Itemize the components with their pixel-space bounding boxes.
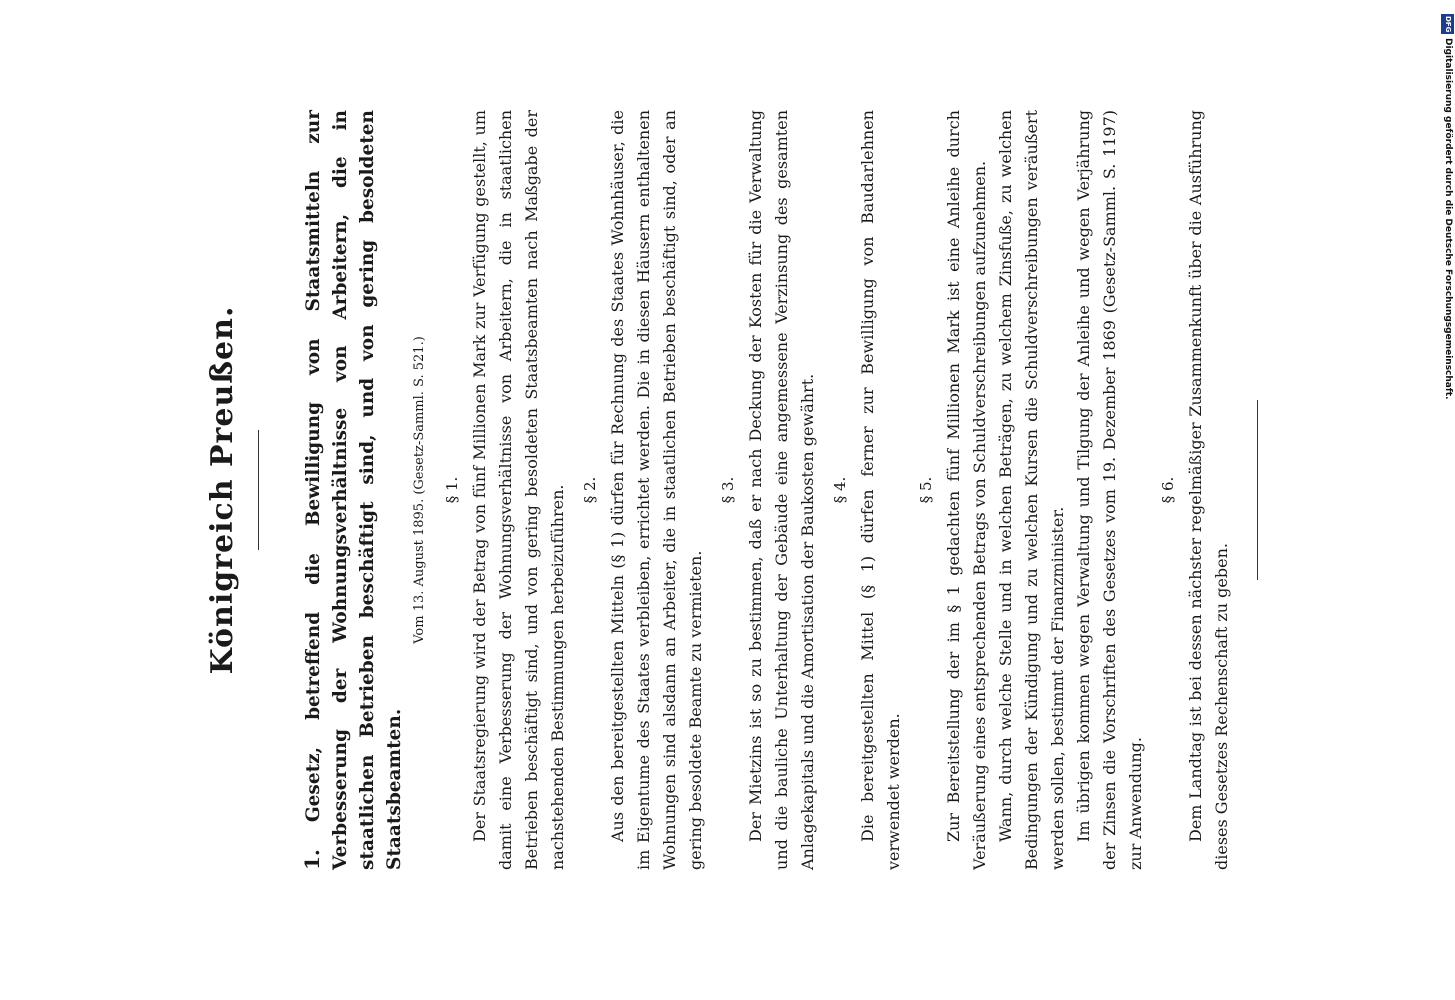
page-content (205, 110, 1258, 870)
section-6 (1159, 110, 1235, 870)
section-3 (719, 110, 821, 870)
section-paragraph: Der Mietzins ist so zu bestimmen, daß er nach Deckung der Kosten für die Verwaltung und die bauliche Unterhaltung der Gebäude eine angemessene Verzinsung des gesamten Anlagekapitals und die Amortisation der Baukosten gewährt. (746, 110, 817, 870)
section-mark: § 6. (1159, 476, 1177, 504)
section-paragraph: Der Staatsregierung wird der Betrag von fünf Millionen Mark zur Verfügung gestellt, um damit eine Verbesserung der Wohnungsverhältnisse von Arbeitern, die in staatlichen Betrieben beschäftigt sind, und von gering besoldeten Staatsbeamten nach Maßgabe der nachstehenden Bestimmungen herbeizuführen. (470, 110, 567, 870)
section-mark: § 5. (917, 476, 935, 504)
page-title: Königreich Preußen. (205, 305, 240, 675)
section-1 (443, 110, 571, 870)
section-4 (831, 110, 907, 870)
funding-note (1441, 12, 1453, 400)
title-divider (258, 430, 259, 550)
section-mark: § 2. (581, 476, 599, 504)
section-paragraph: Wann, durch welche Stelle und in welchen Beträgen, zu welchem Zinsfuße, zu welchen Bedingungen der Kündigung und zu welchen Kursen die Schuldverschreibungen veräußert werden sollen, bestimmt der Finanzminister. (996, 110, 1067, 870)
law-heading-text: Gesetz, betreffend die Bewilligung von Staatsmitteln zur Verbesserung der Wohnungsverhältnisse von Arbeitern, die in staatlichen Betrieben beschäftigt sind, und von gering besoldeten Staatsbeamten. (303, 110, 405, 870)
section-paragraph: Aus den bereitgestellten Mitteln (§ 1) dürfen für Rechnung des Staates Wohnhäuser, die im Eigentume des Staates verbleiben, errichtet werden. Die in diesen Häusern enthaltenen Wohnungen sind alsdann an Arbeiter, die in staatlichen Betrieben beschäftigt sind, oder an gering besoldete Beamte zu vermieten. (608, 110, 705, 870)
section-paragraph: Die bereitgestellten Mittel (§ 1) dürfen ferner zur Bewilligung von Baudarlehnen verwendet werden. (858, 110, 903, 870)
section-paragraph: Zur Bereitstellung der im § 1 gedachten fünf Millionen Mark ist eine Anleihe durch Veräußerung eines entsprechenden Betrags von Schuldverschreibungen aufzunehmen. (944, 110, 989, 870)
section-paragraph: Im übrigen kommen wegen Verwaltung und Tilgung der Anleihe und wegen Verjährung der Zinsen die Vorschriften des Gesetzes vom 19. Dezember 1869 (Gesetz-Samml. S. 1197) zur Anwendung. (1074, 110, 1145, 870)
section-mark: § 1. (443, 476, 461, 504)
dfg-logo: DFG (1441, 14, 1454, 34)
section-2 (581, 110, 709, 870)
law-number: 1. (300, 849, 324, 870)
section-mark: § 3. (719, 476, 737, 504)
law-heading (299, 110, 408, 870)
funding-note-text: Digitalisierung gefördert durch die Deutsche Forschungsgemeinschaft. (1443, 38, 1453, 400)
law-date: Vom 13. August 1895. (Gesetz-Samml. S. 521.) (412, 336, 427, 644)
section-5 (917, 110, 1149, 870)
section-paragraph: Dem Landtag ist bei dessen nächster regelmäßiger Zusammenkunft über die Ausführung dieses Gesetzes Rechenschaft zu geben. (1186, 110, 1231, 870)
end-divider (1257, 400, 1258, 580)
section-mark: § 4. (831, 476, 849, 504)
